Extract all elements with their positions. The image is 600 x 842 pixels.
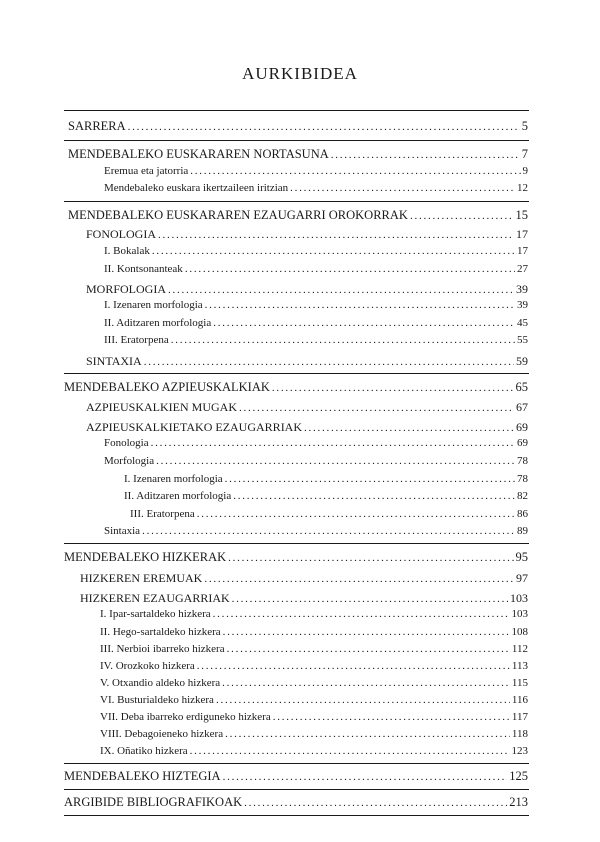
- toc-entry-kontsonanteak[interactable]: [104, 264, 528, 275]
- toc-page-number: 213: [509, 795, 528, 809]
- toc-entry-label: MORFOLOGIA: [86, 282, 167, 296]
- toc-entry-label: MENDEBALEKO HIZKERAK: [64, 550, 227, 564]
- toc-entry-label: Sintaxia: [104, 525, 141, 537]
- toc-page-number: 27: [517, 263, 528, 275]
- toc-entry-label: SARRERA: [68, 119, 126, 133]
- bottom-rule: [64, 815, 529, 816]
- toc-entry-azpieuskalkien-mugak[interactable]: [86, 401, 528, 414]
- toc-page-number: 95: [515, 550, 528, 564]
- dot-leader: [156, 456, 515, 467]
- toc-page-number: 115: [511, 677, 528, 689]
- dot-leader: [304, 423, 514, 434]
- dot-leader: [290, 183, 515, 194]
- dot-leader: [158, 230, 514, 241]
- dot-leader: [152, 246, 515, 257]
- toc-entry-hiztegia[interactable]: [64, 770, 528, 783]
- dot-leader: [232, 594, 508, 605]
- toc-entry-label: II. Aditzaren morfologia: [124, 490, 232, 502]
- toc-entry-aditzaren-morfologia[interactable]: [104, 318, 528, 329]
- dot-leader: [144, 357, 514, 368]
- dot-leader: [204, 574, 514, 585]
- dot-leader: [213, 609, 510, 620]
- toc-entry-label: III. Nerbioi ibarreko hizkera: [100, 643, 225, 655]
- toc-entry-label: I. Ipar-sartaldeko hizkera: [100, 608, 211, 620]
- toc-entry-izenaren-morfologia[interactable]: [104, 300, 528, 311]
- section-rule: [64, 373, 529, 374]
- toc-entry-sarrera[interactable]: [68, 120, 528, 133]
- toc-entry-sintaxia-sub[interactable]: [104, 526, 528, 537]
- dot-leader: [168, 285, 514, 296]
- toc-page-number: 103: [510, 591, 528, 605]
- toc-entry-azpieuskalkietako-ezaugarriak[interactable]: [86, 421, 528, 434]
- toc-entry-label: II. Kontsonanteak: [104, 263, 183, 275]
- toc-entry-nortasuna[interactable]: [68, 148, 528, 161]
- toc-entry-busturialdeko[interactable]: [100, 695, 528, 706]
- toc-page-number: 45: [517, 317, 528, 329]
- toc-entry-onatiko[interactable]: [100, 746, 528, 757]
- section-rule: [64, 201, 529, 202]
- toc-page-number: 69: [516, 420, 528, 434]
- toc-entry-label: MENDEBALEKO HIZTEGIA: [64, 769, 221, 783]
- toc-page-number: 17: [516, 227, 528, 241]
- toc-entry-debagoieneko[interactable]: [100, 729, 528, 740]
- toc-page-number: 125: [509, 769, 528, 783]
- toc-entry-ikertzaileen[interactable]: [104, 183, 528, 194]
- toc-entry-aditzaren-morfologia-sub[interactable]: [124, 491, 528, 502]
- toc-entry-label: I. Izenaren morfologia: [124, 473, 223, 485]
- page-title: AURKIBIDEA: [242, 64, 358, 83]
- toc-entry-eratorpena[interactable]: [104, 335, 528, 346]
- toc-entry-hizkeren-ezaugarriak[interactable]: [80, 592, 528, 605]
- toc-page-number: 108: [511, 626, 528, 638]
- toc-page-number: 86: [517, 508, 528, 520]
- toc-entry-label: HIZKEREN EREMUAK: [80, 571, 203, 585]
- toc-entry-label: III. Eratorpena: [104, 334, 169, 346]
- toc-page-number: 118: [511, 728, 528, 740]
- toc-page-number: 39: [516, 282, 528, 296]
- dot-leader: [151, 438, 515, 449]
- dot-leader: [171, 335, 515, 346]
- toc-entry-label: II. Hego-sartaldeko hizkera: [100, 626, 221, 638]
- toc-entry-label: IV. Orozkoko hizkera: [100, 660, 195, 672]
- toc-entry-label: SINTAXIA: [86, 354, 142, 368]
- toc-entry-orozkoko[interactable]: [100, 661, 528, 672]
- toc-page-number: 7: [521, 147, 528, 161]
- dot-leader: [228, 553, 513, 564]
- toc-entry-azpieuskalkiak[interactable]: [64, 381, 528, 394]
- toc-page-number: 97: [516, 571, 528, 585]
- toc-entry-label: V. Otxandio aldeko hizkera: [100, 677, 221, 689]
- toc-entry-morfologia[interactable]: [86, 283, 528, 296]
- toc-page-number: 89: [517, 525, 528, 537]
- toc-entry-sintaxia[interactable]: [86, 355, 528, 368]
- toc-page-number: 9: [522, 165, 528, 177]
- toc-entry-morfologia-sub[interactable]: [104, 456, 528, 467]
- toc-page-number: 78: [517, 473, 528, 485]
- dot-leader: [185, 264, 515, 275]
- dot-leader: [272, 383, 514, 394]
- toc-entry-label: IX. Oñatiko hizkera: [100, 745, 188, 757]
- dot-leader: [223, 772, 508, 783]
- toc-page-number: 65: [515, 380, 528, 394]
- toc-page-number: 78: [517, 455, 528, 467]
- toc-entry-bibliografikoak[interactable]: [64, 796, 528, 809]
- toc-entry-label: VIII. Debagoieneko hizkera: [100, 728, 224, 740]
- toc-entry-label: I. Izenaren morfologia: [104, 299, 203, 311]
- toc-entry-label: HIZKEREN EZAUGARRIAK: [80, 591, 230, 605]
- dot-leader: [222, 678, 510, 689]
- toc-entry-izenaren-morfologia-sub[interactable]: [124, 474, 528, 485]
- toc-entry-ezaugarri-orokorrak[interactable]: [68, 209, 528, 222]
- dot-leader: [197, 661, 510, 672]
- toc-entry-hizkeren-eremuak[interactable]: [80, 572, 528, 585]
- dot-leader: [225, 474, 515, 485]
- dot-leader: [233, 491, 515, 502]
- dot-leader: [410, 211, 514, 222]
- dot-leader: [227, 644, 510, 655]
- toc-entry-label: ARGIBIDE BIBLIOGRAFIKOAK: [64, 795, 243, 809]
- dot-leader: [128, 122, 520, 133]
- section-rule: [64, 140, 529, 141]
- toc-entry-label: I. Bokalak: [104, 245, 150, 257]
- toc-entry-bokalak[interactable]: [104, 246, 528, 257]
- toc-entry-nerbioi[interactable]: [100, 644, 528, 655]
- toc-page-number: 116: [511, 694, 528, 706]
- toc-page-number: 55: [517, 334, 528, 346]
- toc-page-number: 59: [516, 354, 528, 368]
- dot-leader: [223, 627, 510, 638]
- toc-entry-label: MENDEBALEKO EUSKARAREN NORTASUNA: [68, 147, 329, 161]
- toc-page-number: 103: [511, 608, 528, 620]
- toc-page-number: 69: [517, 437, 528, 449]
- toc-entry-hizkerak[interactable]: [64, 551, 528, 564]
- toc-page-number: 12: [517, 182, 528, 194]
- toc-entry-label: Fonologia: [104, 437, 149, 449]
- section-rule: [64, 763, 529, 764]
- toc-entry-label: AZPIEUSKALKIETAKO EZAUGARRIAK: [86, 420, 303, 434]
- toc-page-number: 117: [511, 711, 528, 723]
- toc-entry-fonologia-sub[interactable]: [104, 438, 528, 449]
- toc-page-number: 67: [516, 400, 528, 414]
- toc-page-number: 112: [511, 643, 528, 655]
- toc-entry-eratorpena-sub[interactable]: [130, 509, 528, 520]
- toc-entry-label: FONOLOGIA: [86, 227, 156, 241]
- dot-leader: [273, 712, 510, 723]
- toc-entry-fonologia[interactable]: [86, 228, 528, 241]
- toc-page-number: 17: [517, 245, 528, 257]
- dot-leader: [197, 509, 515, 520]
- toc-entry-label: II. Aditzaren morfologia: [104, 317, 212, 329]
- toc-page-number: 5: [521, 119, 528, 133]
- toc-page-number: 123: [511, 745, 528, 757]
- toc-entry-label: MENDEBALEKO AZPIEUSKALKIAK: [64, 380, 270, 394]
- toc-page-number: 113: [511, 660, 528, 672]
- dot-leader: [331, 150, 520, 161]
- dot-leader: [142, 526, 515, 537]
- dot-leader: [205, 300, 515, 311]
- toc-entry-label: Morfologia: [104, 455, 155, 467]
- toc-entry-label: Eremua eta jatorria: [104, 165, 189, 177]
- dot-leader: [239, 403, 514, 414]
- dot-leader: [225, 729, 510, 740]
- section-rule: [64, 789, 529, 790]
- dot-leader: [190, 166, 520, 177]
- toc-entry-label: VI. Busturialdeko hizkera: [100, 694, 214, 706]
- toc-page-number: 39: [517, 299, 528, 311]
- toc-page-number: 15: [515, 208, 528, 222]
- toc-entry-label: III. Eratorpena: [130, 508, 195, 520]
- toc-entry-hego-sartaldeko[interactable]: [100, 627, 528, 638]
- dot-leader: [213, 318, 515, 329]
- toc-entry-label: MENDEBALEKO EUSKARAREN EZAUGARRI OROKORRAK: [68, 208, 408, 222]
- toc-entry-label: Mendebaleko euskara ikertzaileen iritzian: [104, 182, 289, 194]
- toc-entry-eremua[interactable]: [104, 166, 528, 177]
- top-rule: [64, 110, 529, 111]
- toc-entry-label: AZPIEUSKALKIEN MUGAK: [86, 400, 237, 414]
- toc-page-number: 82: [517, 490, 528, 502]
- dot-leader: [244, 798, 507, 809]
- toc-entry-otxandio[interactable]: [100, 678, 528, 689]
- dot-leader: [216, 695, 510, 706]
- toc-entry-label: VII. Deba ibarreko erdiguneko hizkera: [100, 711, 271, 723]
- section-rule: [64, 543, 529, 544]
- toc-entry-ipar-sartaldeko[interactable]: [100, 609, 528, 620]
- toc-entry-deba-ibarreko[interactable]: [100, 712, 528, 723]
- dot-leader: [190, 746, 510, 757]
